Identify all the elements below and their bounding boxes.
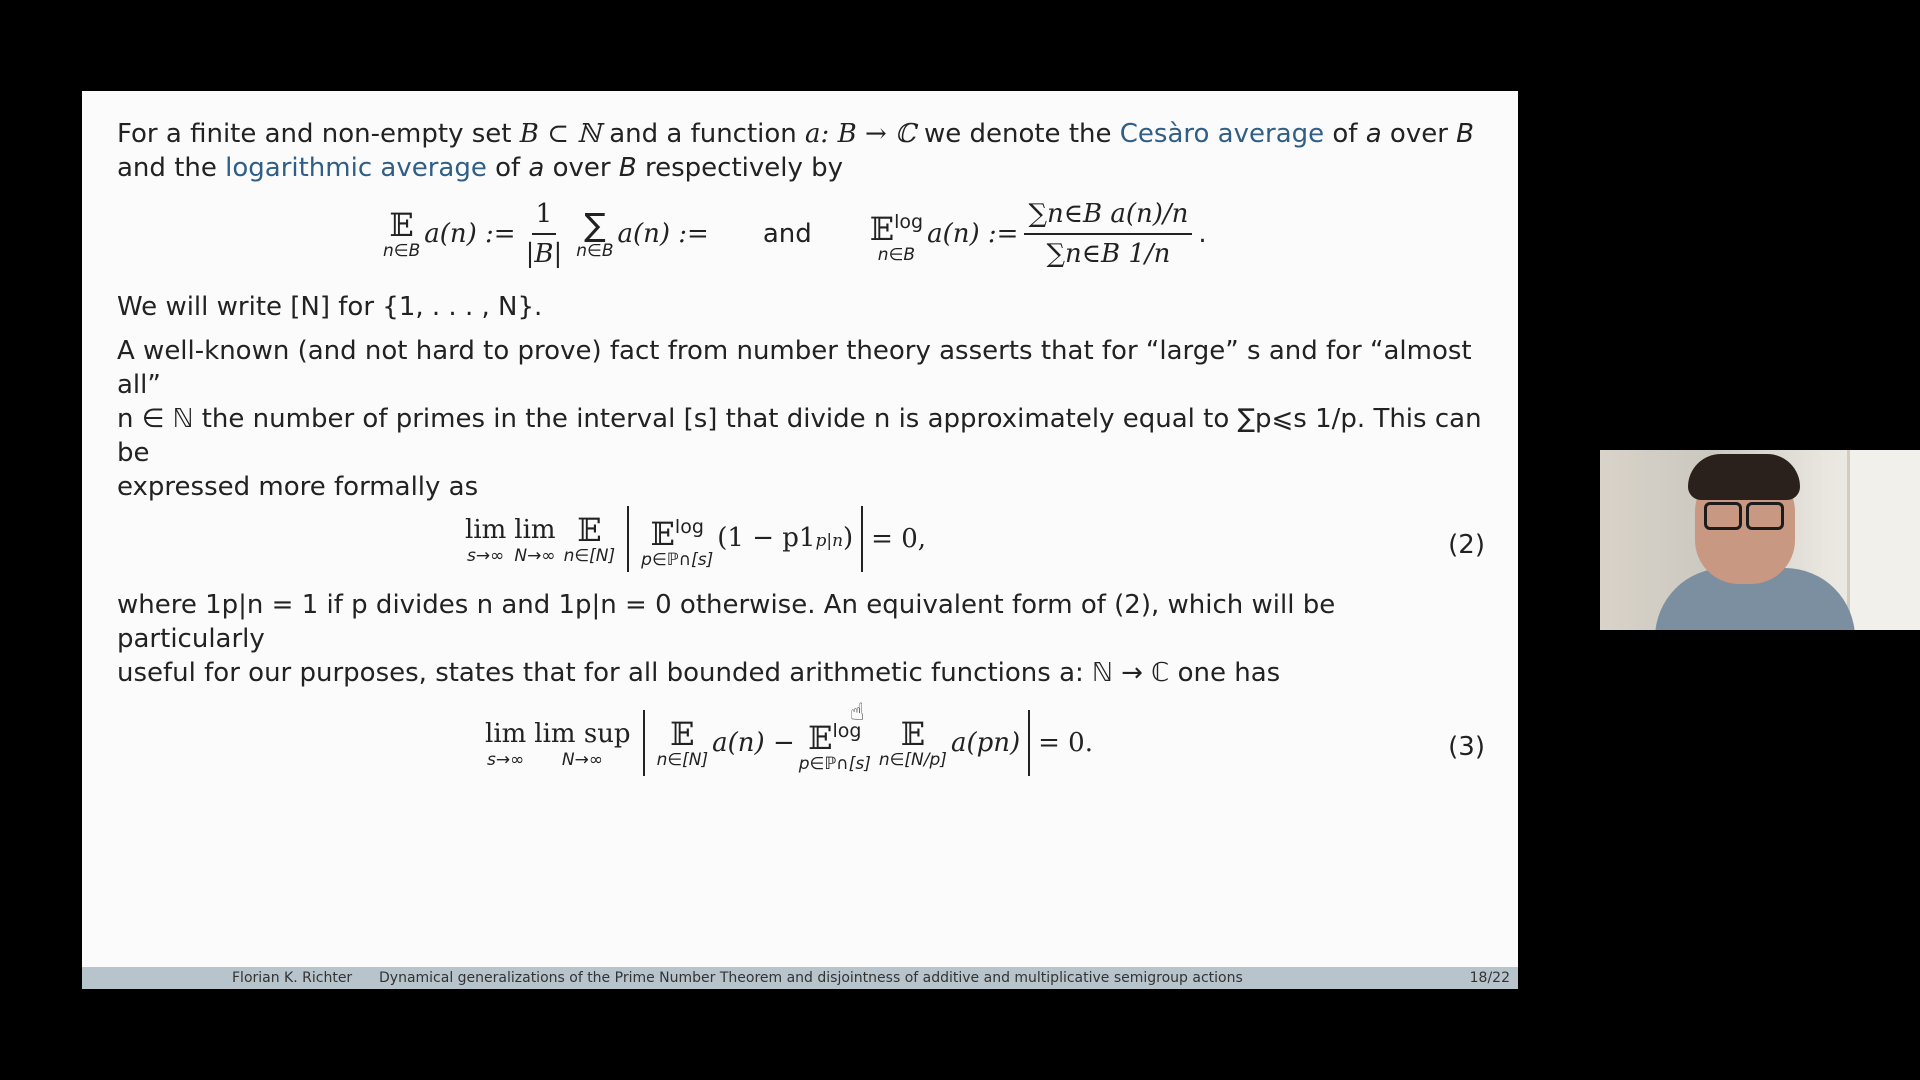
log-fraction: $\frac{\text{∑n∈B a(n)/n}}{\sum n\in B 1/n}$ (1024, 197, 1192, 271)
paragraph-equivalent-form (117, 588, 1485, 690)
expectation-operator: 𝔼 n∈[N] (563, 511, 616, 566)
paragraph-fact (117, 334, 1485, 504)
expectation-operator: 𝔼 n∈[N/p] (878, 715, 947, 770)
text-line: A well-known (and not hard to prove) fact from number theory asserts that for “large” s and for “almost all” (117, 336, 1472, 400)
math: = 0, (871, 524, 927, 554)
fraction: $\frac{1}{|B|}$ (525, 199, 563, 269)
math: (1 − p1p|n) (717, 522, 854, 553)
math: = 0. (1038, 728, 1093, 758)
log-expectation-operator: 𝔼$^{log}$ n∈B (869, 209, 924, 265)
abs-bar-right (861, 506, 863, 572)
abs-bar-left (627, 506, 629, 572)
abs-bar-left (643, 710, 645, 776)
expectation-operator: 𝔼 n∈B (383, 206, 421, 261)
text-line: useful for our purposes, states that for all bounded arithmetic functions a: ℕ → ℂ one has (117, 658, 1281, 688)
text: over (1389, 119, 1448, 149)
term-logarithmic-average: logarithmic average (225, 153, 487, 183)
webcam-video-feed[interactable] (1600, 450, 1920, 630)
equation-3 (117, 706, 1485, 806)
background-wall (1847, 450, 1920, 630)
text: and (117, 153, 166, 183)
text: and (762, 219, 812, 249)
sum-operator: ∑ n∈B (576, 206, 614, 261)
math: a (528, 153, 545, 183)
glasses-left (1704, 502, 1742, 530)
limit-s: lim s→∞ (465, 515, 507, 566)
math: a: B → ℂ (805, 119, 916, 149)
text: the (174, 153, 217, 183)
glasses-right (1746, 502, 1784, 530)
limit-s: lim s→∞ (485, 719, 527, 770)
math: a(n) := (617, 219, 709, 249)
text: respectively by (644, 153, 844, 183)
slide-footer (82, 967, 1518, 989)
text: and a function (609, 119, 797, 149)
limsup-N: lim sup N→∞ (534, 719, 631, 770)
math: a(n) := (927, 219, 1019, 249)
footer-author: Florian K. Richter (232, 970, 353, 986)
log-expectation-operator: 𝔼$^{log}$ p∈ℙ∩[s] (641, 514, 714, 570)
text-line: expressed more formally as (117, 472, 479, 502)
text: over (552, 153, 611, 183)
math: B (1456, 119, 1475, 149)
expectation-operator: 𝔼 n∈[N] (656, 715, 709, 770)
math: a (1365, 119, 1382, 149)
slide-content (117, 117, 1485, 806)
text-line: where 1p|n = 1 if p divides n and 1p|n = 0 otherwise. An equivalent form of (2), which will be particularly (117, 590, 1336, 654)
text-line: n ∈ ℕ the number of primes in the interval [s] that divide n is approximately equal to ∑p⩽s 1/p. This can be (117, 404, 1482, 468)
math: B (618, 153, 637, 183)
text: we denote the (923, 119, 1112, 149)
footer-page-number: 18/22 (1469, 970, 1510, 986)
log-expectation-operator: 𝔼$^{log}$ p∈ℙ∩[s] (798, 718, 871, 774)
text: For a finite and non-empty set (117, 119, 512, 149)
text: of (495, 153, 521, 183)
presenter-hair (1688, 454, 1800, 500)
math: a(n) := (424, 219, 516, 249)
equation-number-3: (3) (1448, 732, 1485, 762)
math: a(n) − (712, 728, 795, 758)
math: a(pn) (950, 728, 1021, 758)
equation-2 (117, 504, 1485, 588)
presentation-slide (82, 91, 1518, 989)
hand-cursor-icon: ☝ (850, 698, 865, 726)
abs-bar-right (1028, 710, 1030, 776)
limit-N: lim N→∞ (514, 515, 556, 566)
equation-averages (117, 185, 1485, 290)
paragraph-notation: We will write [N] for {1, . . . , N}. (117, 292, 543, 322)
paragraph-definitions (117, 117, 1485, 185)
text: of (1332, 119, 1358, 149)
footer-title: Dynamical generalizations of the Prime Number Theorem and disjointness of additive and multiplicative semigroup actions (379, 970, 1243, 986)
term-cesaro-average: Cesàro average (1119, 119, 1325, 149)
math: B ⊂ ℕ (519, 119, 601, 149)
math: . (1198, 219, 1207, 249)
equation-number-2: (2) (1448, 530, 1485, 560)
